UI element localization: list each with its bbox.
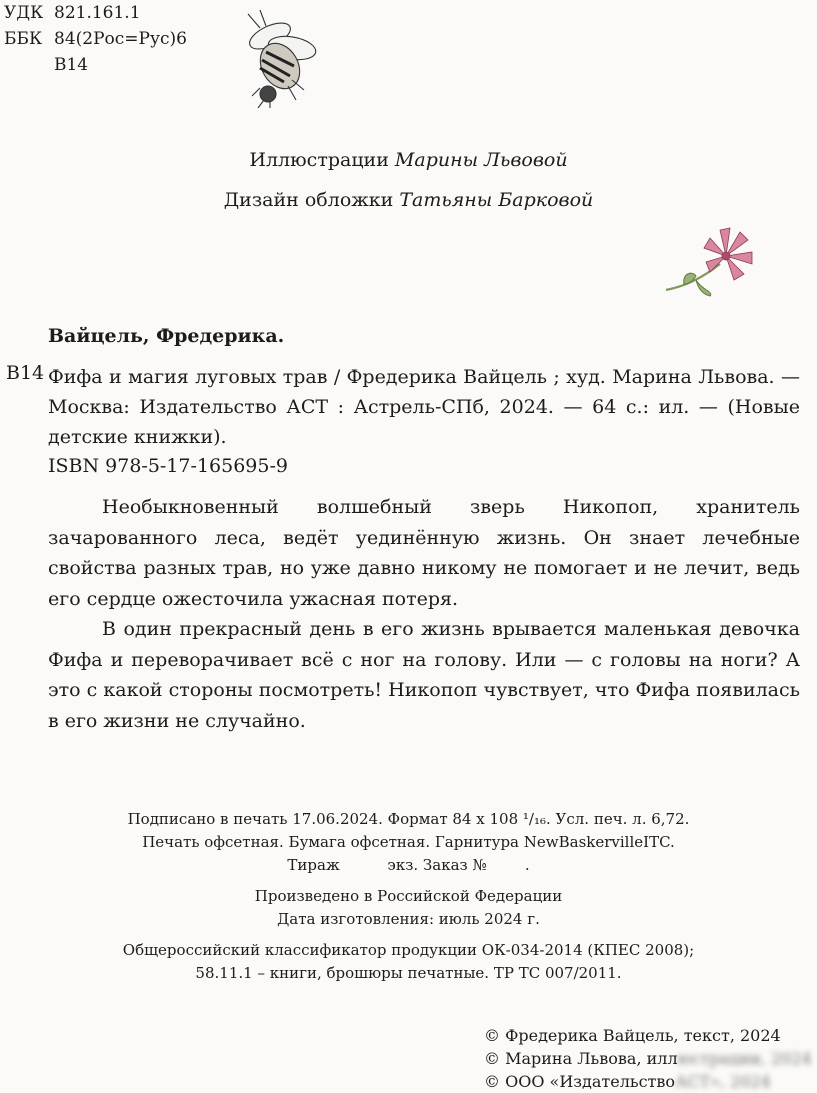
cover-prefix: Дизайн обложки: [223, 189, 394, 211]
illustrations-credit: [0, 140, 817, 180]
bee-illustration: [230, 8, 340, 108]
annotation-paragraph-2: В один прекрасный день в его жизнь врывается маленькая девочка Фифа и переворачивает всё с ног на голову. Или — с головы на ноги? А это с какой стороны посмотреть! Никопоп чувствует, что Фифа появилась в его жизни не случайно.: [48, 618, 800, 732]
illustrator-name: Марины Львовой: [394, 149, 568, 171]
imprint-line-5: Дата изготовления: июль 2024 г.: [277, 910, 540, 928]
imprint-line-7: 58.11.1 – книги, брошюры печатные. ТР ТС 007/2011.: [195, 964, 622, 982]
flower-illustration: [662, 224, 772, 304]
credits: [0, 140, 817, 220]
library-codes: [4, 0, 187, 78]
annotation: [48, 492, 800, 736]
bbk-value: 84(2Рос=Рус)6: [54, 29, 187, 49]
bbk-row: [4, 26, 187, 52]
author-mark-value: В14: [54, 55, 89, 75]
copyright-line-2-text: © Марина Львова, илл: [484, 1049, 678, 1068]
udk-value: 821.161.1: [54, 3, 141, 23]
udk-label: УДК: [4, 3, 44, 23]
copyright-line-2: [484, 1047, 812, 1070]
imprint: [0, 808, 817, 985]
cover-designer-name: Татьяны Барковой: [399, 189, 594, 211]
author-mark-label: [4, 52, 54, 78]
bibliography-heading: Вайцель, Фредерика.: [48, 325, 285, 347]
imprint-line-1: Подписано в печать 17.06.2024. Формат 84 x 108 ¹/₁₆. Усл. печ. л. 6,72.: [127, 810, 690, 828]
copyright-line-3-text: © ООО «Издательство: [484, 1072, 676, 1091]
imprint-line-6: Общероссийский классификатор продукции ОК-034-2014 (КПЕС 2008);: [122, 941, 695, 959]
copyright: [484, 1024, 812, 1093]
copyright-line-3: [484, 1070, 812, 1093]
copyright-line-1: © Фредерика Вайцель, текст, 2024: [484, 1026, 781, 1045]
imprint-line-3: Тираж экз. Заказ № .: [287, 856, 530, 874]
imprint-gap-1: [0, 877, 817, 885]
udk-row: [4, 0, 187, 26]
copyright-line-2-obscured: юстрации, 2024: [677, 1049, 812, 1068]
copyright-line-3-obscured: АСТ», 2024: [675, 1072, 771, 1091]
bbk-label: ББК: [4, 29, 43, 49]
isbn: ISBN 978-5-17-165695-9: [48, 455, 288, 477]
annotation-paragraph-1: Необыкновенный волшебный зверь Никопоп, хранитель зачарованного леса, ведёт уединённую жизнь. Он знает лечебные свойства разных трав, но уже давно никому не помогает и не лечит, ведь его сердце ожесточила ужасная потеря.: [48, 496, 800, 610]
imprint-line-2: Печать офсетная. Бумага офсетная. Гарнитура NewBaskervilleITC.: [142, 833, 675, 851]
imprint-gap-2: [0, 931, 817, 939]
bibliography-description: Фифа и магия луговых трав / Фредерика Вайцель ; худ. Марина Львова. — Москва: Издательство АСТ : Астрель-СПб, 2024. — 64 с.: ил. — (Новые детские книжки).: [48, 366, 800, 448]
imprint-line-4: Произведено в Российской Федерации: [254, 887, 563, 905]
cover-credit: [0, 180, 817, 220]
illustrations-prefix: Иллюстрации: [249, 149, 389, 171]
bibliography-code: В14: [6, 362, 45, 384]
author-mark-row: [4, 52, 187, 78]
